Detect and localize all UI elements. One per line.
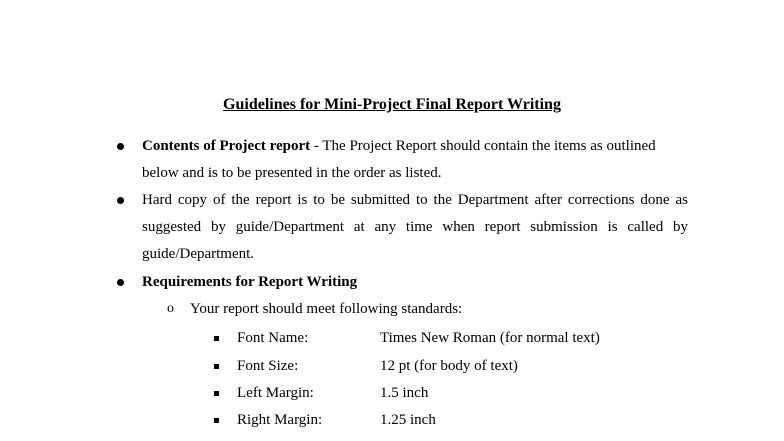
bullet-disc-icon [117, 143, 124, 150]
contents-line-2: below and is to be presented in the order as listed. [142, 165, 442, 181]
standard-name: Right Margin: [237, 412, 323, 428]
standard-name: Left Margin: [237, 385, 314, 401]
standard-value: 1.25 inch [380, 412, 436, 428]
standard-value: Times New Roman (for normal text) [380, 330, 600, 346]
hardcopy-line-2: suggested by guide/Department at any time when report submission is called by [142, 219, 688, 235]
square-bullet-icon [214, 418, 219, 423]
hardcopy-line-1: Hard copy of the report is to be submitted to the Department after corrections done as [142, 192, 688, 208]
hardcopy-line-3: guide/Department. [142, 246, 255, 262]
bullet-disc-icon [117, 197, 124, 204]
requirements-heading-text: Requirements for Report Writing [142, 274, 358, 290]
bullet-disc-icon [117, 279, 124, 286]
square-bullet-icon [214, 364, 219, 369]
standard-name: Font Size: [237, 358, 299, 374]
document-title: Guidelines for Mini-Project Final Report Writing [223, 96, 561, 113]
standard-value: 1.5 inch [380, 385, 429, 401]
square-bullet-icon [214, 391, 219, 396]
square-bullet-icon [214, 336, 219, 341]
requirements-heading [142, 273, 357, 291]
contents-heading: Contents of Project report [142, 138, 311, 154]
contents-text-1: - The Project Report should contain the items as outlined [310, 138, 656, 154]
standard-value: 12 pt (for body of text) [380, 358, 518, 374]
standard-name: Font Name: [237, 330, 309, 346]
requirements-subtext: Your report should meet following standards: [190, 301, 463, 317]
sub-bullet-circle-icon: o [167, 301, 174, 316]
contents-line-1 [142, 137, 656, 155]
